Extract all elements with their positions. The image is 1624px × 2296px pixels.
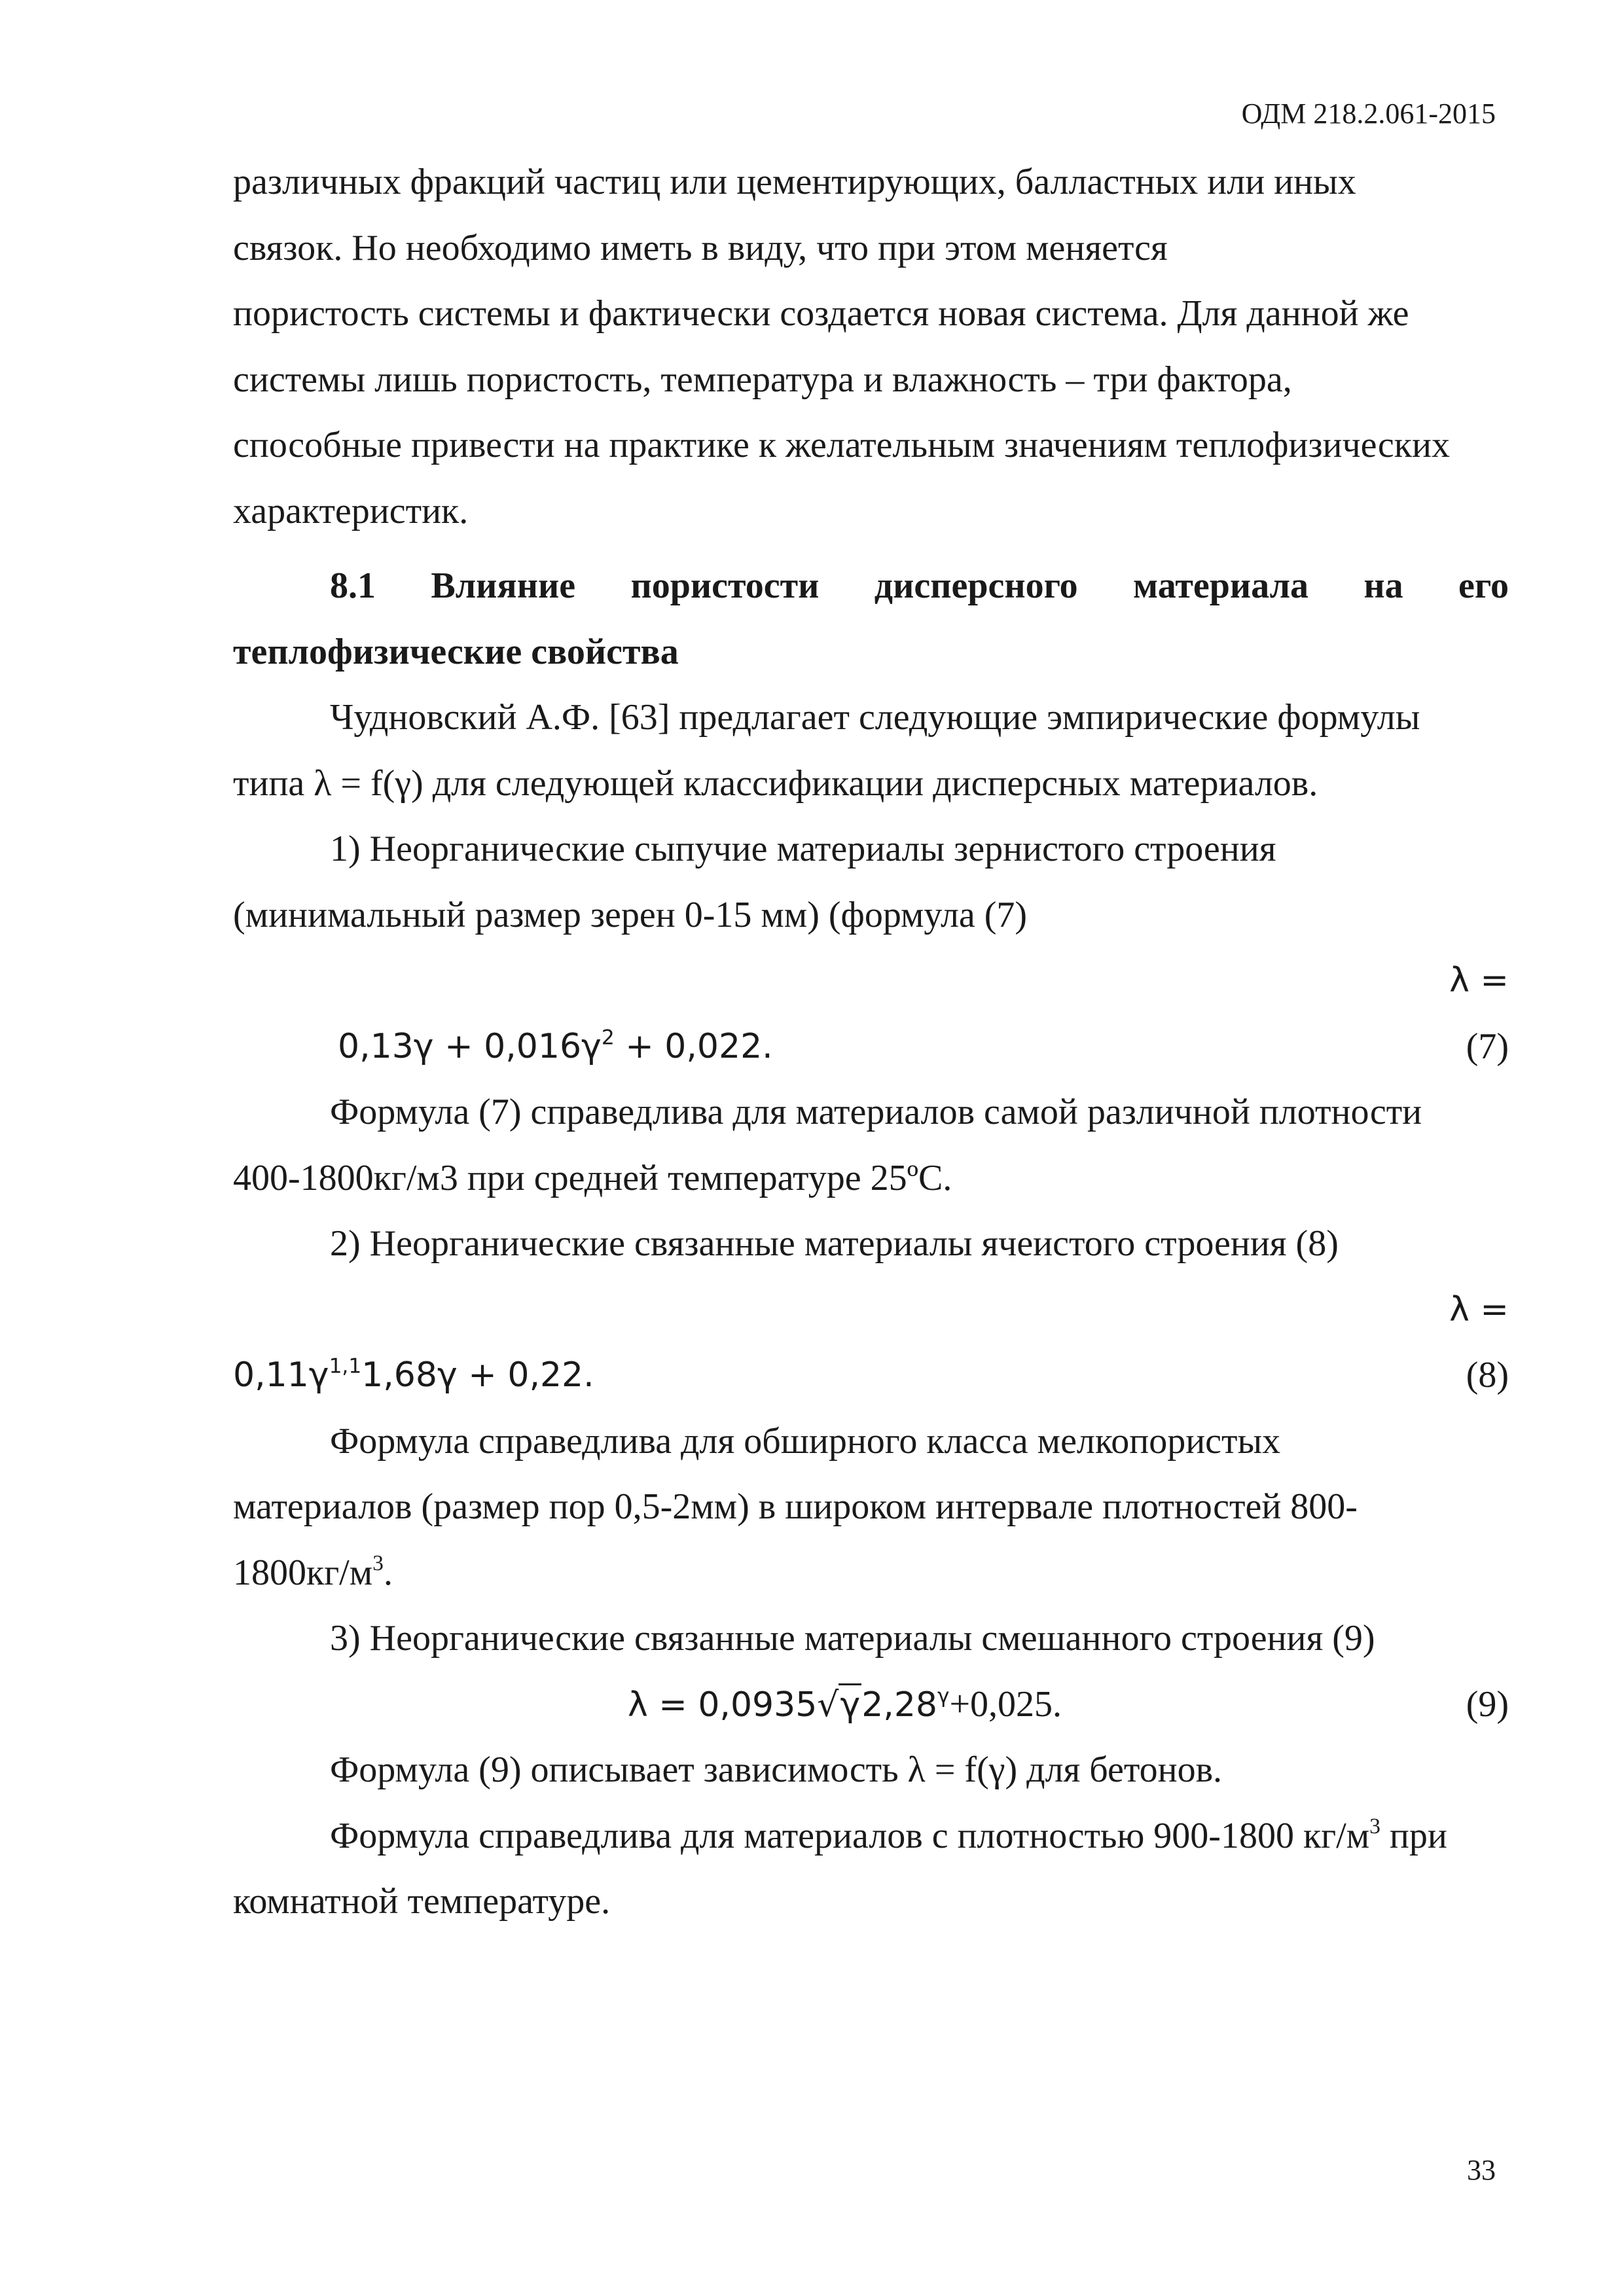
- formula-7-lhs: λ =: [1449, 961, 1509, 1000]
- section-title-word: дисперсного: [874, 565, 1078, 606]
- superscript: 3: [1369, 1814, 1380, 1839]
- formula-8-exponent: 1,1: [329, 1354, 362, 1378]
- text-run: при: [1380, 1815, 1447, 1856]
- formula-8: [233, 1342, 1509, 1408]
- intro-line: системы лишь пористость, температура и влажность – три фактора,: [233, 359, 1292, 400]
- paragraph-line: материалов (размер пор 0,5-2мм) в широком интервале плотностей 800-: [233, 1486, 1358, 1527]
- paragraph-line: 400-1800кг/м3 при средней температуре 25ºС.: [233, 1157, 952, 1198]
- list-item-1: 1) Неорганические сыпучие материалы зернистого строения: [330, 829, 1276, 869]
- intro-line: способные привести на практике к желательным значениям теплофизических: [233, 425, 1450, 465]
- text-run: .: [383, 1552, 393, 1593]
- formula-9-exponent: γ: [937, 1684, 950, 1708]
- formula-9: [233, 1672, 1509, 1738]
- superscript: 3: [372, 1551, 384, 1575]
- formula-7-part: + 0,022.: [614, 1026, 773, 1066]
- list-item-2: 2) Неорганические связанные материалы ячеистого строения (8): [330, 1223, 1339, 1264]
- paragraph-line: Формула (7) справедлива для материалов самой различной плотности: [330, 1092, 1422, 1132]
- page-number: 33: [1467, 2154, 1496, 2186]
- formula-9-radicand: γ: [839, 1683, 861, 1725]
- paragraph-line: Формула (9) описывает зависимость λ = f(γ) для бетонов.: [330, 1749, 1223, 1790]
- formula-9-part: +0,025.: [949, 1683, 1062, 1725]
- formula-8-part: 1,68γ + 0,22.: [361, 1355, 594, 1395]
- formula-9-part: 2,28: [861, 1685, 937, 1725]
- sqrt-sign: √γ: [817, 1672, 861, 1738]
- section-number: 8.1: [330, 565, 376, 606]
- paragraph-line: Чудновский А.Ф. [63] предлагает следующие эмпирические формулы: [330, 697, 1420, 738]
- section-title-word: его: [1458, 565, 1509, 606]
- intro-line: различных фракций частиц или цементирующих, балластных или иных: [233, 162, 1356, 202]
- formula-7-part: 0,13γ + 0,016γ: [338, 1026, 602, 1066]
- section-title-word: пористости: [630, 565, 820, 606]
- paragraph-line: Формула справедлива для обширного класса мелкопористых: [330, 1420, 1281, 1462]
- intro-line: характеристик.: [233, 490, 469, 531]
- section-title-word: на: [1363, 565, 1403, 606]
- intro-line: связок. Но необходимо иметь в виду, что при этом меняется: [233, 227, 1168, 268]
- paragraph-line: [233, 1803, 1509, 1869]
- formula-9-part: λ = 0,0935: [627, 1685, 818, 1725]
- list-item-3: 3) Неорганические связанные материалы смешанного строения (9): [330, 1618, 1375, 1659]
- section-title-line2: теплофизические свойства: [233, 631, 679, 672]
- paragraph-line: типа λ = f(γ) для следующей классификации дисперсных материалов.: [233, 762, 1318, 804]
- equation-number: (8): [1466, 1355, 1509, 1395]
- text-run: 1800кг/м: [233, 1552, 373, 1593]
- formula-7-exponent: 2: [601, 1026, 615, 1050]
- paragraph-line: [233, 1540, 1509, 1606]
- paragraph-line: комнатной температуре.: [233, 1881, 611, 1922]
- page-body: [233, 149, 1509, 1935]
- list-item-1-cont: (минимальный размер зерен 0-15 мм) (формула (7): [233, 894, 1028, 935]
- equation-number: (9): [1466, 1683, 1509, 1725]
- section-heading: [233, 553, 1509, 685]
- text-run: Формула справедлива для материалов с плотностью 900-1800 кг/м: [330, 1815, 1370, 1856]
- formula-8-lhs: λ =: [1449, 1289, 1509, 1329]
- formula-7: [233, 1014, 1509, 1080]
- intro-line: пористость системы и фактически создается новая система. Для данной же: [233, 293, 1409, 334]
- equation-number: (7): [1466, 1026, 1509, 1067]
- section-title-word: Влияние: [431, 565, 576, 606]
- formula-8-part: 0,11γ: [233, 1355, 329, 1395]
- section-title-word: материала: [1133, 565, 1309, 606]
- document-id-header: ОДМ 218.2.061-2015: [1241, 98, 1496, 130]
